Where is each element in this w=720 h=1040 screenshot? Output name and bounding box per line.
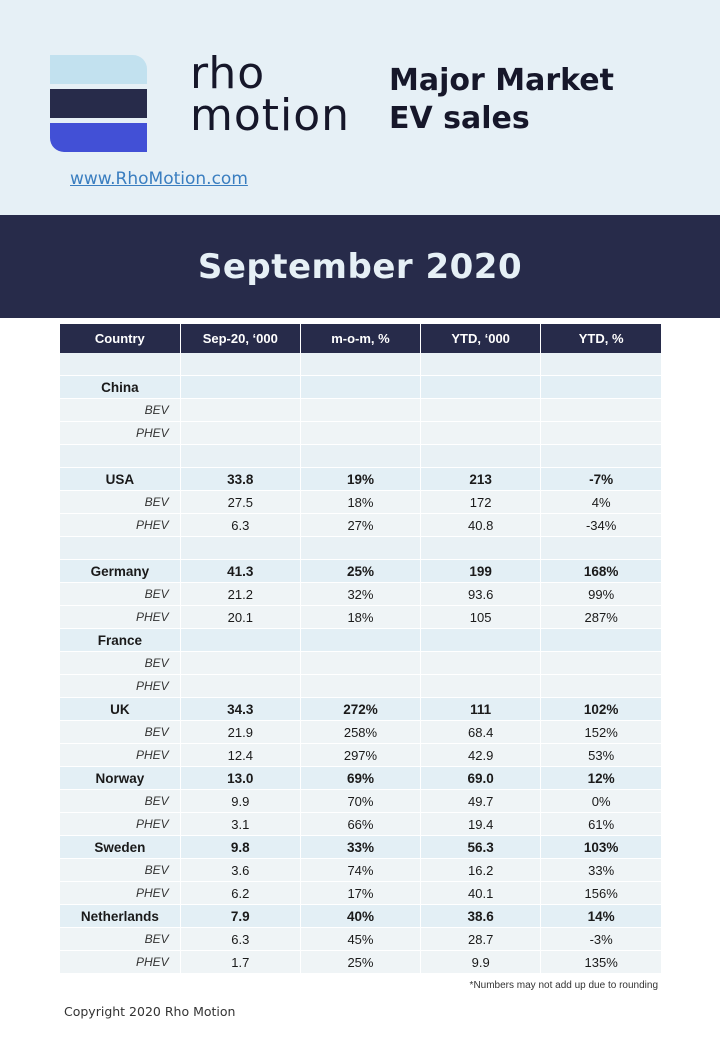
table-row-subtype	[60, 721, 661, 744]
table-cell: 42.9	[421, 744, 541, 767]
table-row-spacer	[60, 537, 661, 560]
month-title: September 2020	[197, 246, 523, 287]
table-cell: 3.1	[180, 813, 300, 836]
table-cell: 13.0	[180, 767, 300, 790]
copyright-text: Copyright 2020 Rho Motion	[64, 1004, 236, 1019]
column-header-month: Sep-20, ‘000	[180, 324, 300, 353]
table-row-subtype	[60, 399, 661, 422]
table-cell	[541, 537, 661, 560]
table-cell: 102%	[541, 698, 661, 721]
table-row-subtype	[60, 422, 661, 445]
table-row-subtype	[60, 583, 661, 606]
table-row-spacer	[60, 353, 661, 376]
table-cell: BEV	[60, 790, 180, 813]
table-cell: -34%	[541, 514, 661, 537]
table-cell: 69.0	[421, 767, 541, 790]
column-header-mom: m-o-m, %	[300, 324, 420, 353]
table-cell: 69%	[300, 767, 420, 790]
table-cell	[180, 422, 300, 445]
table-cell: 32%	[300, 583, 420, 606]
table-cell	[180, 675, 300, 698]
table-cell	[180, 537, 300, 560]
table-row-country	[60, 560, 661, 583]
month-banner	[0, 215, 720, 318]
table-cell	[541, 353, 661, 376]
table-row-subtype	[60, 859, 661, 882]
table-cell: 19%	[300, 468, 420, 491]
table-row-country	[60, 836, 661, 859]
table-cell	[300, 537, 420, 560]
table-cell: 17%	[300, 882, 420, 905]
table-cell: 258%	[300, 721, 420, 744]
table-cell	[541, 376, 661, 399]
table-cell	[300, 376, 420, 399]
table-cell: 27.5	[180, 491, 300, 514]
table-row-subtype	[60, 652, 661, 675]
table-cell	[421, 353, 541, 376]
table-cell	[421, 652, 541, 675]
logo-bar-blue	[50, 123, 147, 152]
table-cell: PHEV	[60, 744, 180, 767]
table-cell	[541, 399, 661, 422]
table-cell: 27%	[300, 514, 420, 537]
table-cell: -7%	[541, 468, 661, 491]
table-cell: PHEV	[60, 422, 180, 445]
column-header-country: Country	[60, 324, 180, 353]
table-cell	[300, 422, 420, 445]
table-cell: 152%	[541, 721, 661, 744]
table-row-subtype	[60, 744, 661, 767]
table-cell: 25%	[300, 560, 420, 583]
table-row-subtype	[60, 790, 661, 813]
table-cell: 34.3	[180, 698, 300, 721]
table-cell: 16.2	[421, 859, 541, 882]
table-cell	[300, 652, 420, 675]
logo-wordmark	[190, 48, 370, 141]
table-cell	[60, 353, 180, 376]
table-cell: 9.9	[421, 951, 541, 974]
table-cell	[180, 353, 300, 376]
table-cell: 4%	[541, 491, 661, 514]
table-cell	[421, 537, 541, 560]
table-row-subtype	[60, 491, 661, 514]
table-cell: 33.8	[180, 468, 300, 491]
table-cell: USA	[60, 468, 180, 491]
table-cell	[421, 445, 541, 468]
table-cell: -3%	[541, 928, 661, 951]
table-cell: 99%	[541, 583, 661, 606]
table-cell: 105	[421, 606, 541, 629]
table-cell: 38.6	[421, 905, 541, 928]
table-cell: 297%	[300, 744, 420, 767]
table-cell: 56.3	[421, 836, 541, 859]
table-cell: 3.6	[180, 859, 300, 882]
table-cell: 12%	[541, 767, 661, 790]
table-cell	[421, 629, 541, 652]
table-cell: 41.3	[180, 560, 300, 583]
table-row-country	[60, 468, 661, 491]
table-row-subtype	[60, 882, 661, 905]
table-cell: 9.9	[180, 790, 300, 813]
table-cell	[180, 376, 300, 399]
table-header-row	[60, 324, 661, 353]
table-cell	[180, 652, 300, 675]
table-cell: 272%	[300, 698, 420, 721]
table-cell	[541, 675, 661, 698]
rounding-footnote: *Numbers may not add up due to rounding	[469, 980, 658, 991]
table-cell: 103%	[541, 836, 661, 859]
table-cell	[421, 399, 541, 422]
table-row-subtype	[60, 928, 661, 951]
table-cell: 6.2	[180, 882, 300, 905]
table-cell: BEV	[60, 583, 180, 606]
table-cell: BEV	[60, 652, 180, 675]
table-cell: China	[60, 376, 180, 399]
table-cell: France	[60, 629, 180, 652]
table-cell	[300, 445, 420, 468]
table-cell: PHEV	[60, 514, 180, 537]
table-cell: 14%	[541, 905, 661, 928]
table-cell: PHEV	[60, 606, 180, 629]
table-row-country	[60, 376, 661, 399]
table-cell: BEV	[60, 859, 180, 882]
header	[0, 0, 720, 215]
table-row-subtype	[60, 675, 661, 698]
table-cell: 21.9	[180, 721, 300, 744]
table-row-country	[60, 629, 661, 652]
table-cell	[180, 399, 300, 422]
table-row-subtype	[60, 606, 661, 629]
table-cell: 199	[421, 560, 541, 583]
table-cell: 45%	[300, 928, 420, 951]
table-cell: 68.4	[421, 721, 541, 744]
table-cell: 168%	[541, 560, 661, 583]
table-cell	[180, 445, 300, 468]
table-row-country	[60, 905, 661, 928]
table-cell	[421, 675, 541, 698]
table-cell: BEV	[60, 928, 180, 951]
table-cell: 53%	[541, 744, 661, 767]
table-cell: 33%	[300, 836, 420, 859]
table-cell	[180, 629, 300, 652]
table-cell: 33%	[541, 859, 661, 882]
table-cell: 20.1	[180, 606, 300, 629]
table-cell: 93.6	[421, 583, 541, 606]
column-header-ytd: YTD, ‘000	[421, 324, 541, 353]
table-row-subtype	[60, 813, 661, 836]
logo-wordmark-line2: motion	[190, 90, 351, 141]
table-cell: 7.9	[180, 905, 300, 928]
table-row-subtype	[60, 514, 661, 537]
table-cell	[300, 675, 420, 698]
page-title-line1: Major Market	[389, 63, 614, 98]
table-cell	[421, 376, 541, 399]
table-cell: 111	[421, 698, 541, 721]
page-title-line2: EV sales	[389, 101, 530, 136]
table-cell: 70%	[300, 790, 420, 813]
table-cell: 18%	[300, 491, 420, 514]
table-body	[60, 353, 661, 974]
table-cell: 74%	[300, 859, 420, 882]
table-cell: UK	[60, 698, 180, 721]
table-cell	[541, 652, 661, 675]
table-cell: 49.7	[421, 790, 541, 813]
table-cell: 12.4	[180, 744, 300, 767]
table-cell: PHEV	[60, 813, 180, 836]
table-cell	[300, 629, 420, 652]
table-cell: Netherlands	[60, 905, 180, 928]
table-cell	[60, 537, 180, 560]
table-cell: 135%	[541, 951, 661, 974]
table-cell: 40.8	[421, 514, 541, 537]
table-cell	[300, 353, 420, 376]
logo-bar-light	[50, 55, 147, 84]
table-cell: PHEV	[60, 675, 180, 698]
table-cell: Norway	[60, 767, 180, 790]
website-link[interactable]: www.RhoMotion.com	[70, 169, 248, 189]
ev-sales-table	[60, 324, 661, 974]
rho-motion-logo-icon	[50, 55, 147, 152]
table-cell: 25%	[300, 951, 420, 974]
table-cell: Germany	[60, 560, 180, 583]
column-header-ytd-pct: YTD, %	[541, 324, 661, 353]
table-cell: 0%	[541, 790, 661, 813]
table-cell	[421, 422, 541, 445]
table-cell: 9.8	[180, 836, 300, 859]
table-row-spacer	[60, 445, 661, 468]
table-cell	[60, 445, 180, 468]
table-cell: 28.7	[421, 928, 541, 951]
table-cell	[300, 399, 420, 422]
table-cell: 213	[421, 468, 541, 491]
table-cell	[541, 445, 661, 468]
table-cell: BEV	[60, 721, 180, 744]
table-cell: 66%	[300, 813, 420, 836]
table-cell	[541, 629, 661, 652]
table-cell	[541, 422, 661, 445]
table-cell: 6.3	[180, 928, 300, 951]
table-cell: 21.2	[180, 583, 300, 606]
table-row-country	[60, 767, 661, 790]
table-cell: 172	[421, 491, 541, 514]
table-cell: 6.3	[180, 514, 300, 537]
table-cell: PHEV	[60, 951, 180, 974]
table-cell: Sweden	[60, 836, 180, 859]
table-cell: 61%	[541, 813, 661, 836]
table-cell: 156%	[541, 882, 661, 905]
table-cell: 40.1	[421, 882, 541, 905]
table-row-subtype	[60, 951, 661, 974]
logo-bar-navy	[50, 89, 147, 118]
table-cell: 18%	[300, 606, 420, 629]
table-cell: BEV	[60, 491, 180, 514]
table-cell: 287%	[541, 606, 661, 629]
logo-wordmark-line1: rho	[190, 48, 266, 99]
table-cell: 40%	[300, 905, 420, 928]
table-cell: PHEV	[60, 882, 180, 905]
table-cell: BEV	[60, 399, 180, 422]
page-title	[389, 62, 709, 138]
table-cell: 1.7	[180, 951, 300, 974]
table-row-country	[60, 698, 661, 721]
table-cell: 19.4	[421, 813, 541, 836]
